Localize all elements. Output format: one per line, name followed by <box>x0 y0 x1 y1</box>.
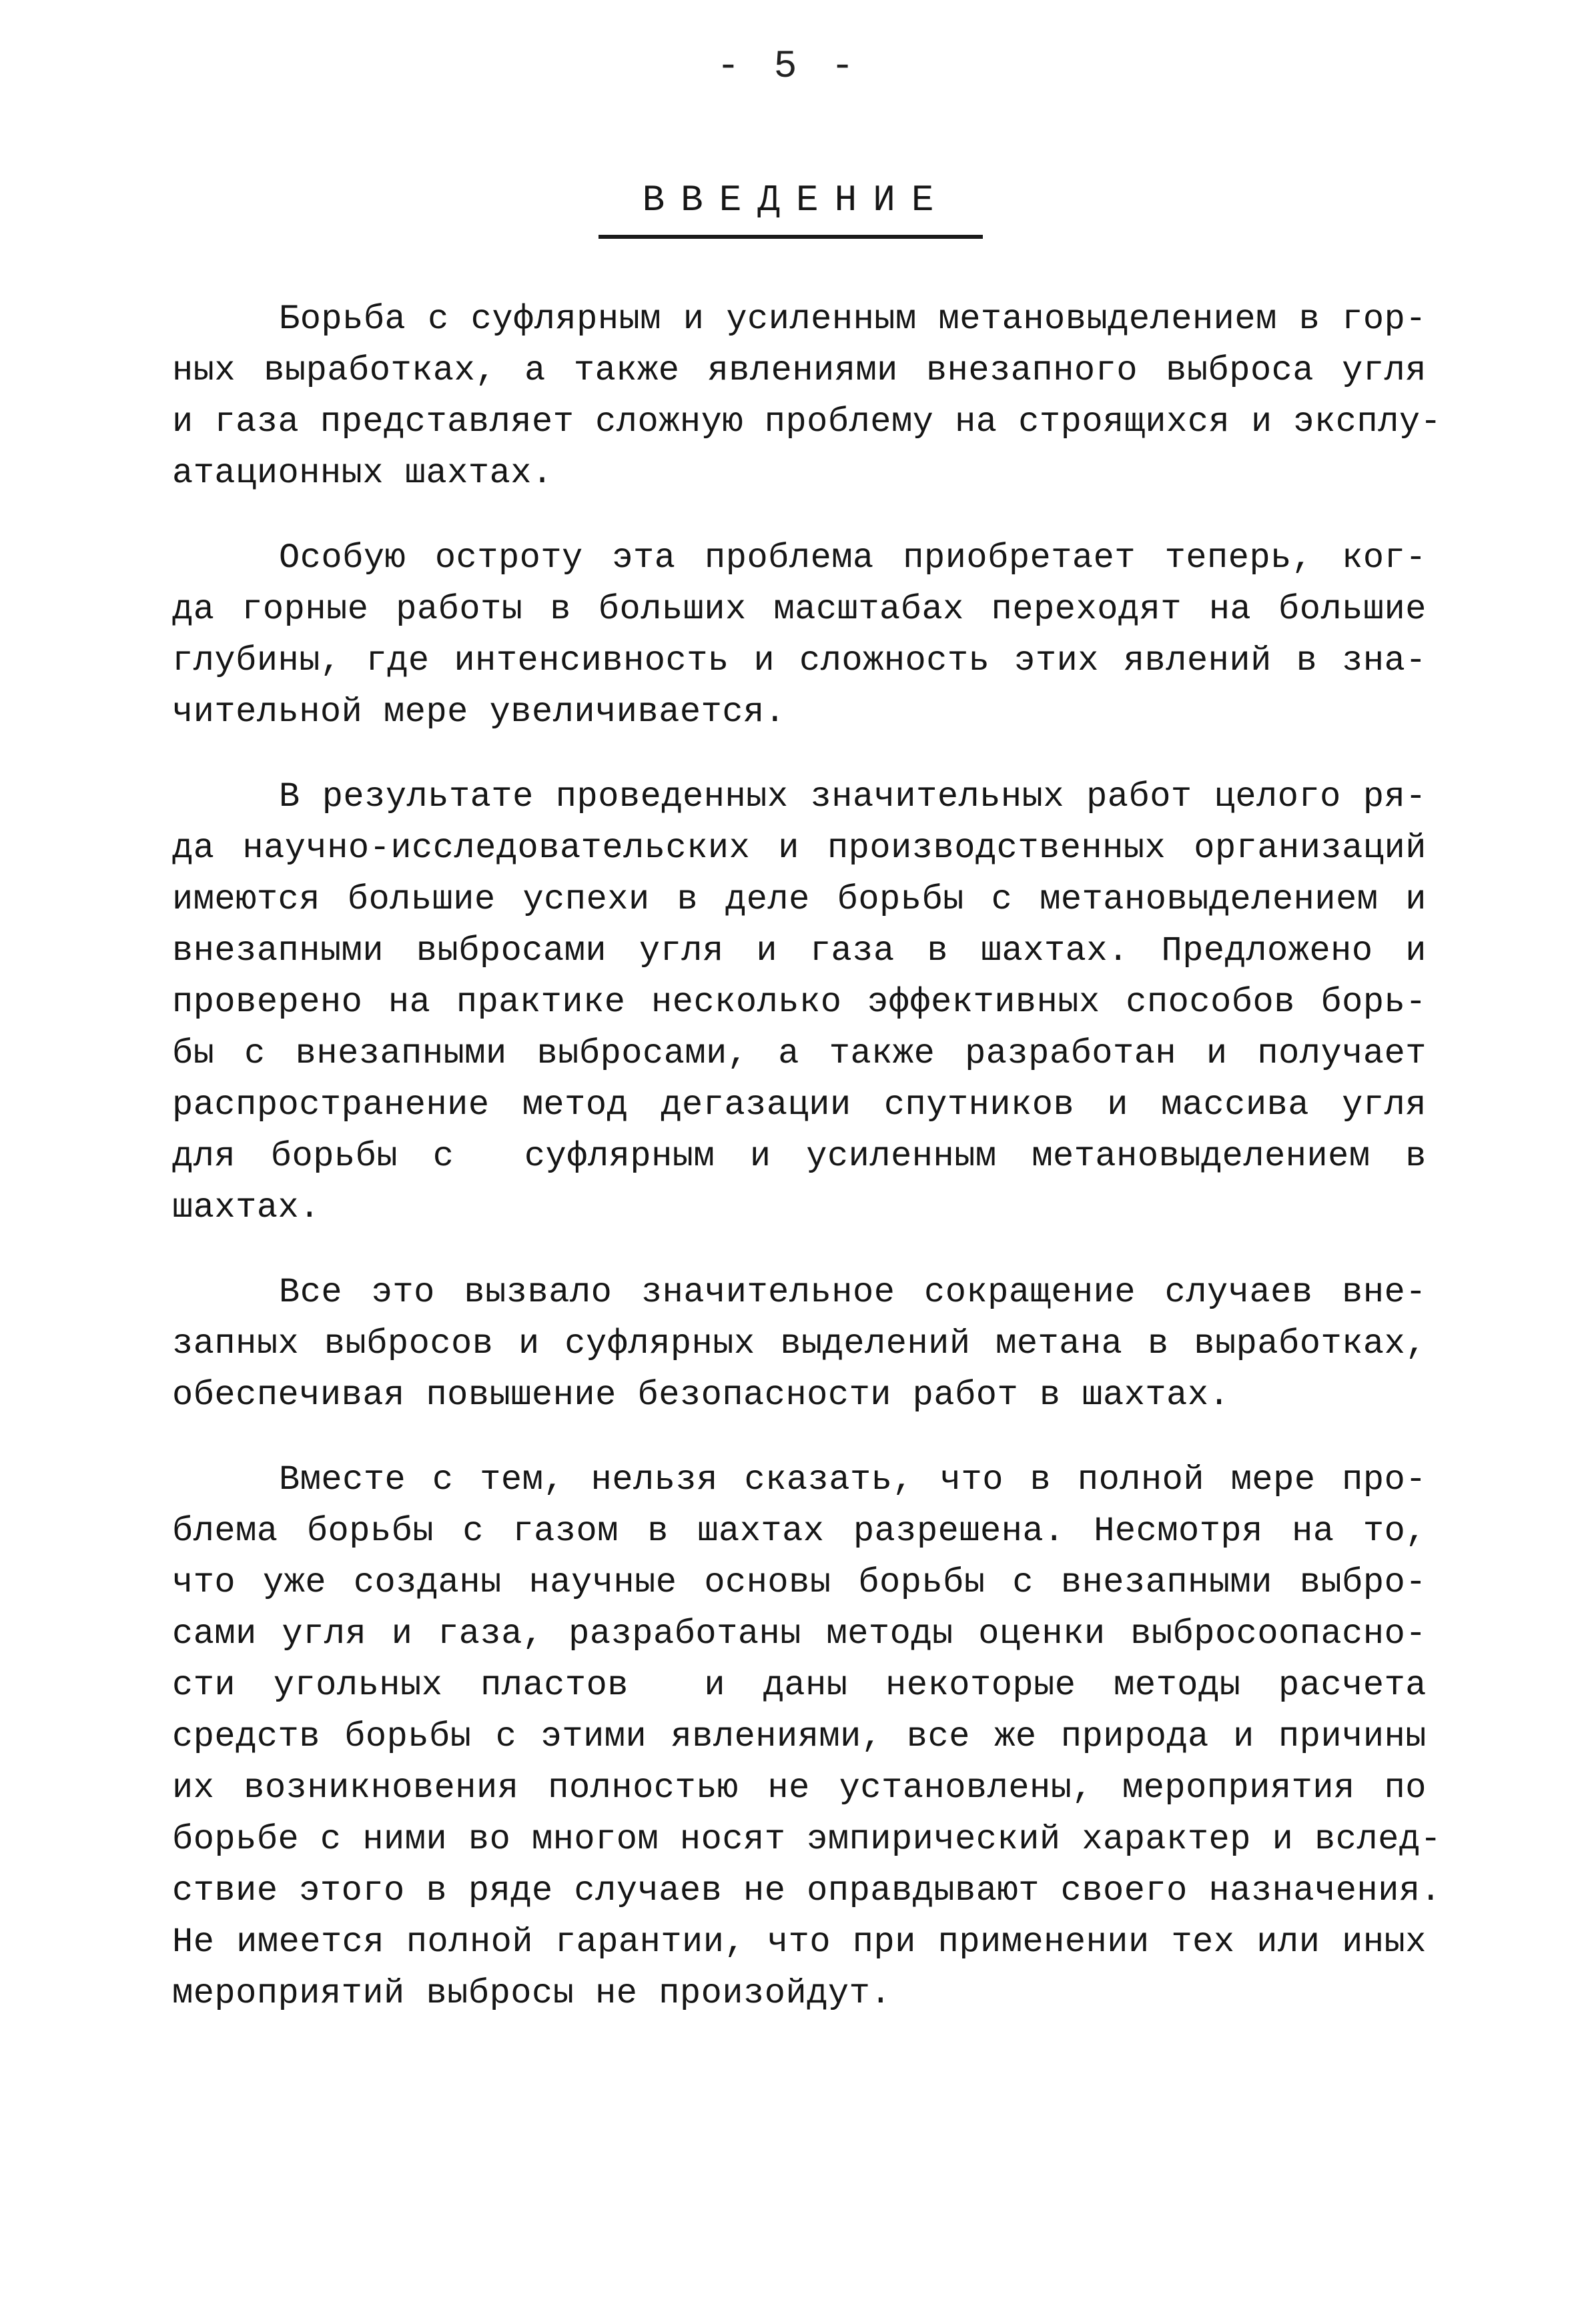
text-line: Вместе с тем, нельзя сказать, что в полной мере про- <box>279 1460 1427 1500</box>
text-line: обеспечивая повышение безопасности работ в шахтах. <box>172 1375 1230 1415</box>
text-line: сти угольных пластов и даны некоторые методы расчета <box>172 1666 1427 1705</box>
text-line: бы с внезапными выбросами, а также разработан и получает <box>172 1034 1427 1073</box>
text-line: блема борьбы с газом в шахтах разрешена. Несмотря на то, <box>172 1512 1427 1551</box>
text-line: Не имеется полной гарантии, что при применении тех или иных <box>172 1922 1427 1962</box>
text-line: Борьба с суфлярным и усиленным метановыделением в гор- <box>279 300 1427 339</box>
text-line: и газа представляет сложную проблему на строящихся и эксплу- <box>172 402 1442 442</box>
text-line: ных выработках, а также явлениями внезапного выброса угля <box>172 351 1427 390</box>
text-line: Все это вызвало значительное сокращение случаев вне- <box>279 1273 1427 1312</box>
paragraph <box>172 1454 1442 2019</box>
body-text <box>172 294 1442 2053</box>
text-line: внезапными выбросами угля и газа в шахтах. Предложено и <box>172 931 1427 971</box>
text-line: проверено на практике несколько эффективных способов борь- <box>172 983 1427 1022</box>
text-line: да горные работы в больших масштабах переходят на большие <box>172 590 1427 629</box>
section-title: ВВЕДЕНИЕ <box>642 179 950 221</box>
text-line: чительной мере увеличивается. <box>172 692 786 732</box>
text-line: сами угля и газа, разработаны методы оценки выбросоопасно- <box>172 1614 1427 1654</box>
text-line: для борьбы с суфлярным и усиленным метановыделением в <box>172 1137 1427 1176</box>
text-line: борьбе с ними во многом носят эмпирический характер и вслед- <box>172 1820 1442 1859</box>
page-number: - 5 - <box>716 45 860 89</box>
text-line: да научно-исследовательских и производственных организаций <box>172 828 1427 868</box>
text-line: распространение метод дегазации спутников и массива угля <box>172 1085 1427 1125</box>
text-line: мероприятий выбросы не произойдут. <box>172 1974 891 2013</box>
text-line: их возникновения полностью не установлены, мероприятия по <box>172 1768 1427 1808</box>
text-line: имеются большие успехи в деле борьбы с метановыделением и <box>172 880 1427 919</box>
paragraph <box>172 771 1427 1233</box>
text-line: глубины, где интенсивность и сложность этих явлений в зна- <box>172 641 1427 680</box>
text-line: В результате проведенных значительных работ целого ря- <box>279 777 1427 816</box>
text-line: шахтах. <box>172 1188 320 1227</box>
text-line: атационных шахтах. <box>172 454 553 493</box>
text-line: Особую остроту эта проблема приобретает теперь, ког- <box>279 538 1427 578</box>
text-line: что уже созданы научные основы борьбы с внезапными выбро- <box>172 1563 1427 1602</box>
title-underline <box>599 235 983 239</box>
paragraph <box>172 1267 1427 1421</box>
text-line: средств борьбы с этими явлениями, все же природа и причины <box>172 1717 1427 1756</box>
paragraph <box>172 532 1427 738</box>
text-line: ствие этого в ряде случаев не оправдывают своего назначения. <box>172 1871 1442 1910</box>
paragraph <box>172 294 1442 499</box>
text-line: запных выбросов и суфлярных выделений метана в выработках, <box>172 1324 1427 1363</box>
